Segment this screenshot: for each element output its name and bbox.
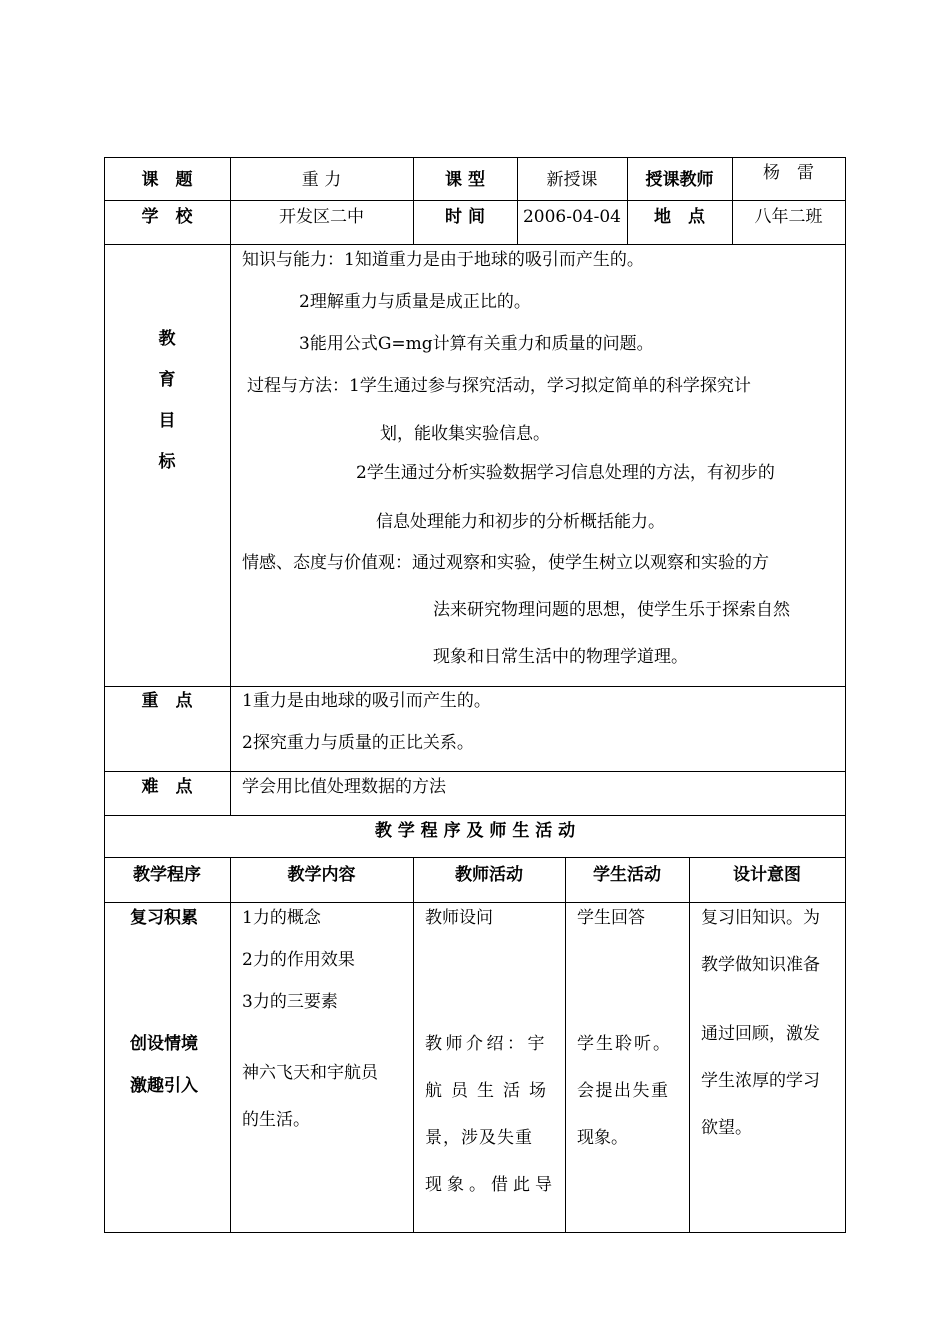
design-intent-line: 欲望。 (701, 1118, 752, 1138)
school-value: 开发区二中 (279, 207, 364, 227)
objective-line: 2学生通过分析实验数据学习信息处理的方法，有初步的 (356, 463, 775, 483)
teacher-activity-line: 现象。借此导 (425, 1175, 557, 1195)
type-value: 新授课 (546, 170, 598, 190)
student-activity-line: 学生回答 (577, 908, 645, 928)
type-label: 课 型 (445, 170, 485, 190)
place-value: 八年二班 (754, 207, 823, 227)
col-divider (230, 857, 231, 1233)
teacher-activity-line: 景，涉及失重 (425, 1128, 533, 1148)
row-divider (104, 857, 846, 858)
objective-line: 2理解重力与质量是成正比的。 (299, 292, 531, 312)
col-divider (230, 157, 231, 816)
content-line: 的生活。 (242, 1110, 310, 1130)
table-top-border (104, 157, 846, 158)
teacher-activity-line: 教师设问 (425, 908, 493, 928)
place-label: 地 点 (654, 207, 705, 227)
teacher-label: 授课教师 (645, 170, 714, 190)
objective-line: 法来研究物理问题的思想，使学生乐于探索自然 (433, 600, 790, 620)
difficulty-text: 学会用比值处理数据的方法 (242, 777, 446, 797)
key-point-line: 1重力是由地球的吸引而产生的。 (242, 691, 491, 711)
row-divider (104, 244, 846, 245)
row-divider (104, 771, 846, 772)
stage-label: 复习积累 (130, 908, 198, 928)
objective-line: 现象和日常生活中的物理学道理。 (433, 647, 688, 667)
time-value: 2006-04-04 (522, 207, 621, 227)
design-intent-line: 学生浓厚的学习 (701, 1071, 820, 1091)
row-divider (104, 686, 846, 687)
row-divider (104, 902, 846, 903)
objectives-label-char: 育 (158, 370, 176, 390)
table-right-border (845, 157, 846, 1233)
teacher-activity-line: 航员生活场 (425, 1081, 555, 1101)
objectives-label-char: 目 (158, 411, 176, 431)
content-line: 3力的三要素 (242, 992, 338, 1012)
col-divider (565, 857, 566, 1233)
subject-value: 重 力 (301, 170, 342, 190)
content-line: 2力的作用效果 (242, 950, 355, 970)
column-header: 教学内容 (287, 865, 356, 885)
student-activity-line: 学生聆听。 (577, 1034, 672, 1054)
procedure-title: 教 学 程 序 及 师 生 活 动 (374, 821, 576, 841)
objective-line: 3能用公式G=mg计算有关重力和质量的问题。 (299, 334, 654, 354)
col-divider (413, 857, 414, 1233)
key-points-label: 重 点 (141, 691, 193, 711)
row-divider (104, 200, 846, 201)
student-activity-line: 会提出失重 (577, 1081, 670, 1101)
subject-label: 课 题 (141, 170, 193, 190)
design-intent-line: 通过回顾，激发 (701, 1024, 820, 1044)
objective-line: 情感、态度与价值观：通过观察和实验，使学生树立以观察和实验的方 (242, 553, 769, 573)
teacher-activity-line: 教师介绍：宇 (425, 1034, 548, 1054)
content-line: 1力的概念 (242, 908, 321, 928)
school-label: 学 校 (141, 207, 193, 227)
objectives-label-char: 教 (158, 329, 176, 349)
column-header: 教学程序 (133, 865, 201, 885)
design-intent-line: 复习旧知识。为 (701, 908, 820, 928)
column-header: 教师活动 (455, 865, 523, 885)
objectives-label-char: 标 (158, 452, 176, 472)
key-point-line: 2探究重力与质量的正比关系。 (242, 733, 474, 753)
stage-label: 激趣引入 (130, 1076, 198, 1096)
row-divider (104, 815, 846, 816)
content-line: 神六飞天和宇航员 (242, 1063, 378, 1083)
objective-line: 信息处理能力和初步的分析概括能力。 (376, 512, 665, 532)
time-label: 时 间 (445, 207, 485, 227)
table-bottom-border (104, 1232, 846, 1233)
teacher-value: 杨 雷 (763, 163, 814, 183)
objective-line: 过程与方法：1学生通过参与探究活动，学习拟定简单的科学探究计 (247, 376, 751, 396)
col-divider (689, 857, 690, 1233)
objective-line: 划，能收集实验信息。 (380, 424, 550, 444)
stage-label: 创设情境 (130, 1034, 198, 1054)
difficulty-label: 难 点 (141, 777, 193, 797)
column-header: 设计意图 (733, 865, 801, 885)
column-header: 学生活动 (593, 865, 661, 885)
objective-line: 知识与能力：1知道重力是由于地球的吸引而产生的。 (242, 250, 644, 270)
student-activity-line: 现象。 (577, 1128, 628, 1148)
design-intent-line: 教学做知识准备 (701, 955, 820, 975)
